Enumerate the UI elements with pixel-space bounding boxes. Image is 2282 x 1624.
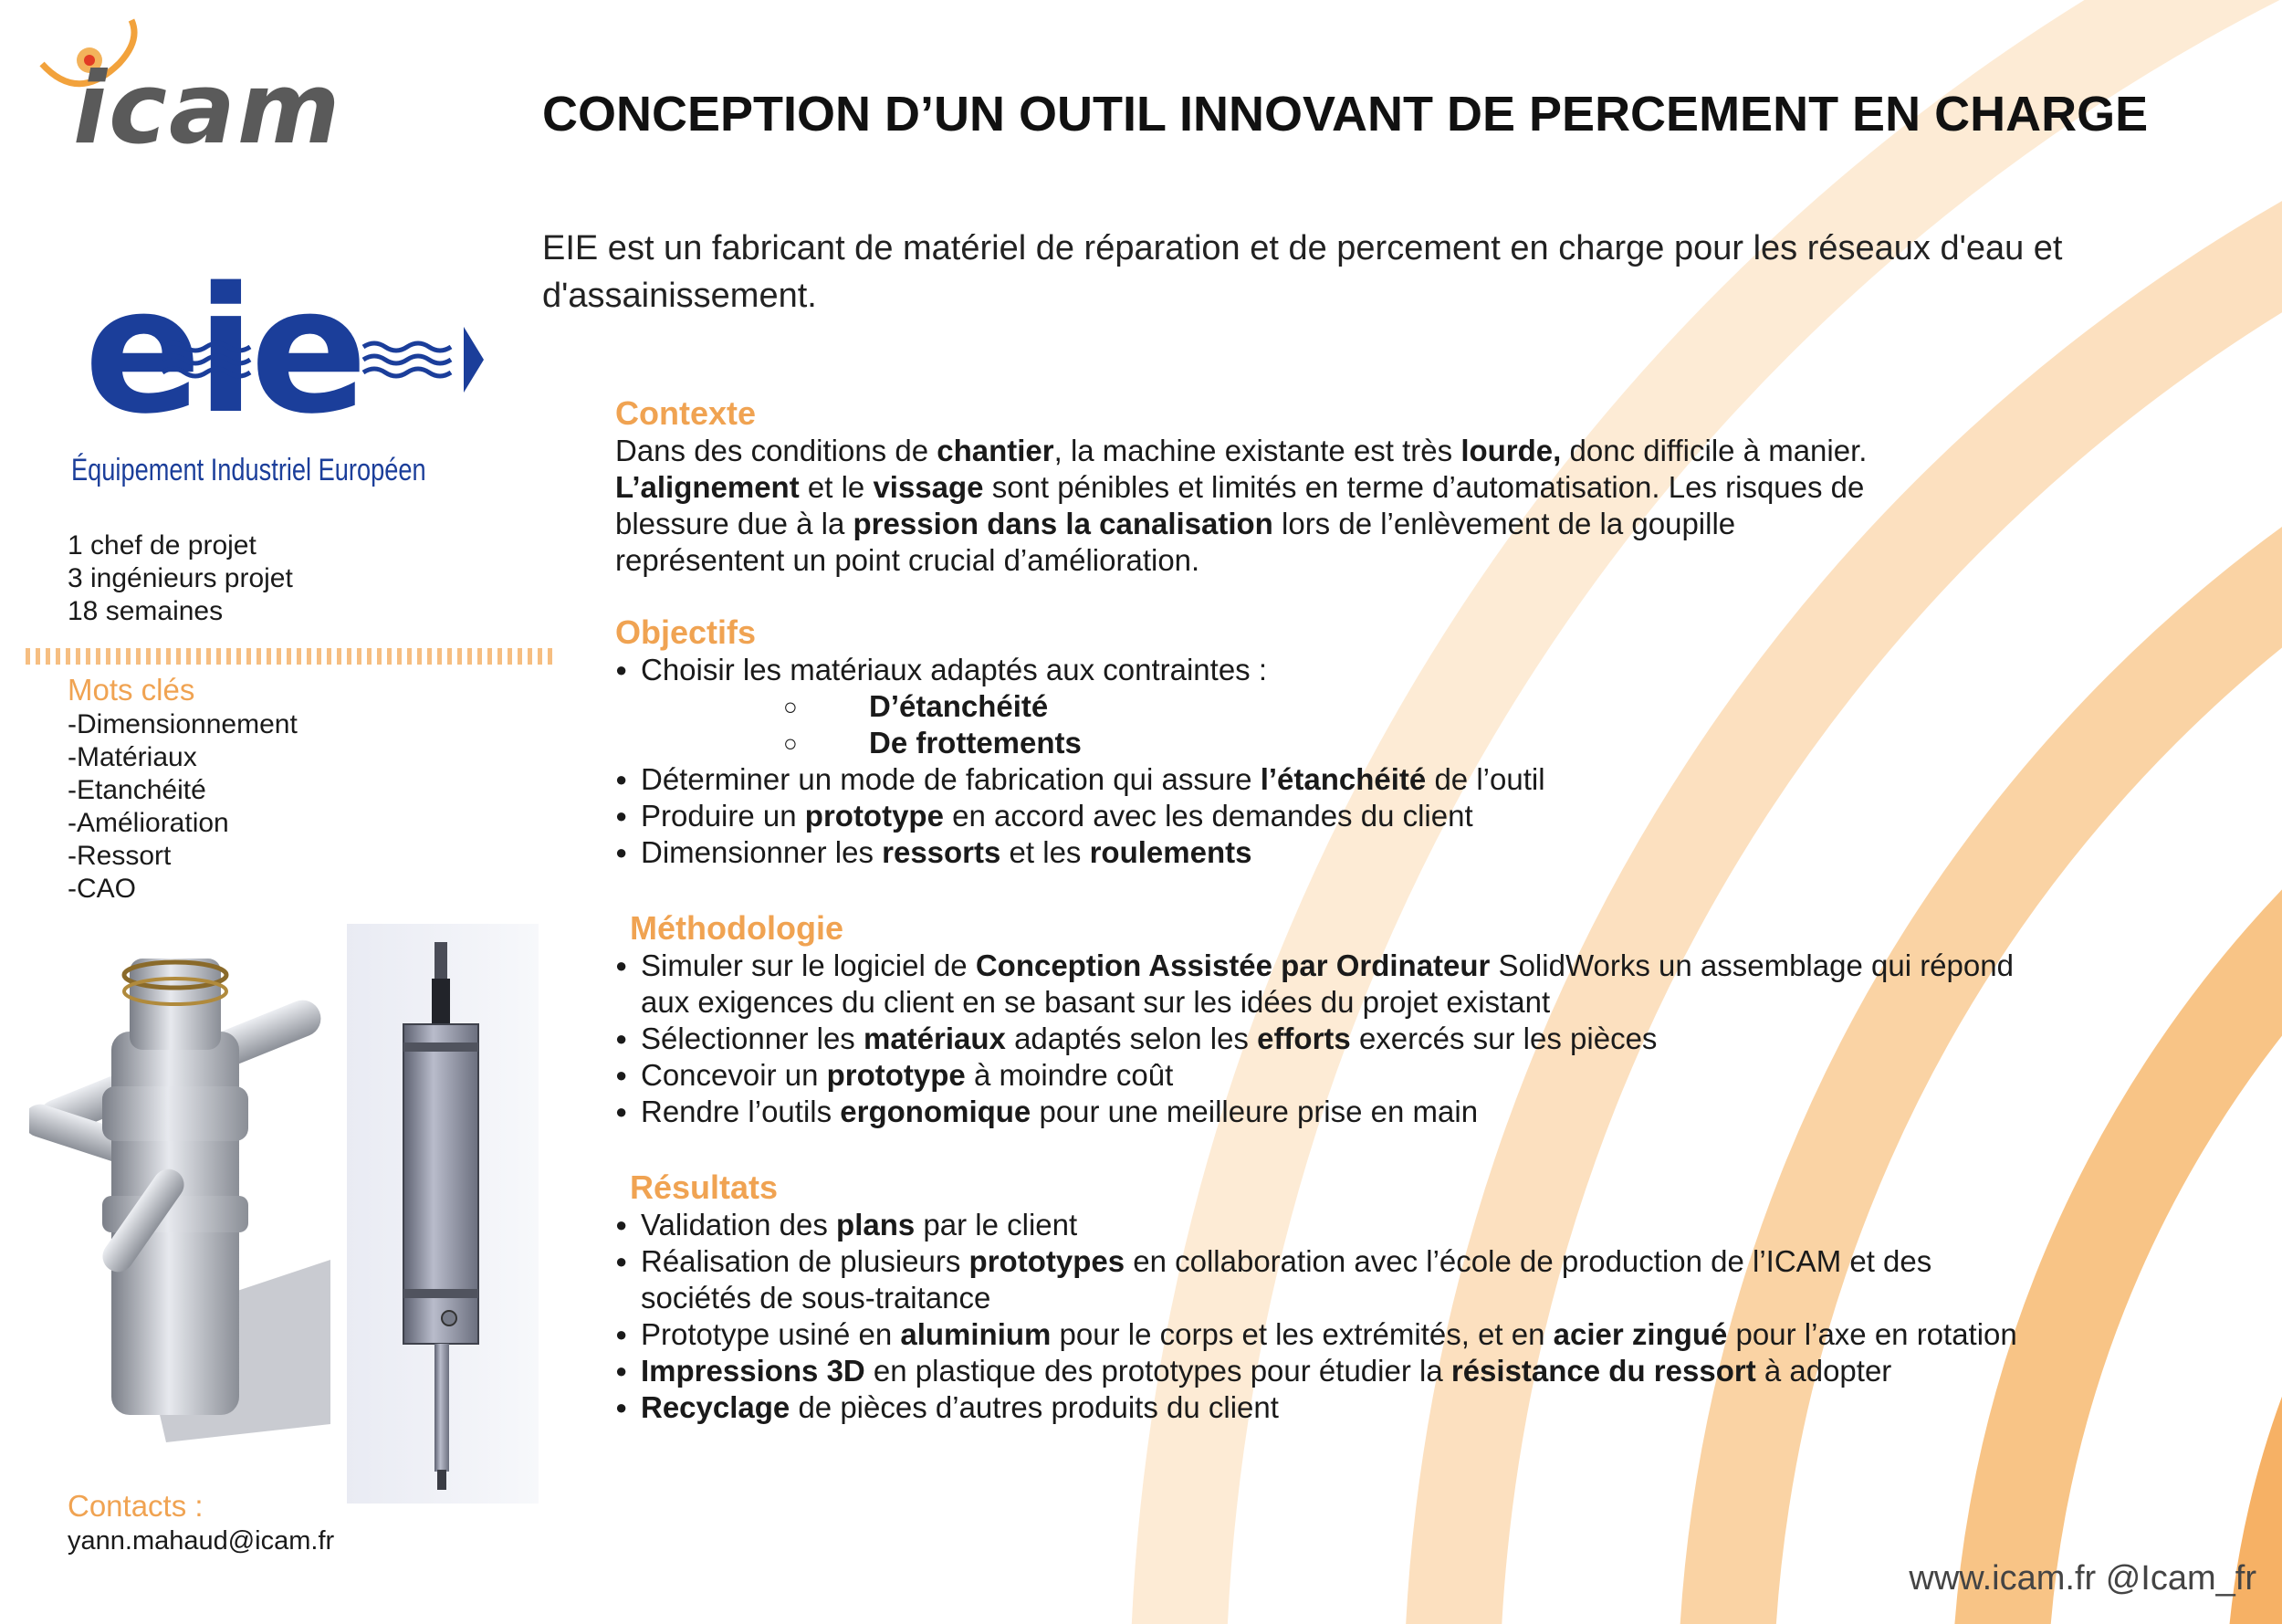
bold-text: Impressions 3D xyxy=(641,1354,865,1388)
eie-logo-text: eie xyxy=(84,250,362,452)
bold-text: ergonomique xyxy=(840,1095,1031,1128)
bold-text: résistance du ressort xyxy=(1450,1354,1756,1388)
text-run: pour le corps et les extrémités, et en xyxy=(1051,1317,1554,1351)
contexte-line xyxy=(615,433,2057,469)
text-run: Rendre l’outils xyxy=(641,1095,841,1128)
list-item xyxy=(615,1021,2039,1057)
cad-assembly-image xyxy=(29,931,330,1442)
text-run: Produire un xyxy=(641,799,805,833)
bold-text: prototype xyxy=(826,1058,966,1092)
resultats-list xyxy=(615,1207,2039,1426)
text-run: Prototype usiné en xyxy=(641,1317,901,1351)
text-run: par le client xyxy=(915,1208,1078,1242)
contexte-line xyxy=(615,542,2057,579)
text-run: en plastique des prototypes pour étudier la xyxy=(864,1354,1451,1388)
objectifs-list xyxy=(615,652,2057,871)
bold-text: vissage xyxy=(873,470,984,504)
keyword-item: -Etanchéité xyxy=(68,775,206,805)
list-item xyxy=(615,798,2057,834)
text-run: de l’outil xyxy=(1426,762,1545,796)
bold-text: ressorts xyxy=(882,835,1001,869)
list-item xyxy=(615,834,2057,871)
eie-logo xyxy=(71,219,500,520)
eie-waves-icon xyxy=(71,250,500,456)
bold-text: plans xyxy=(836,1208,916,1242)
keyword-item: -Ressort xyxy=(68,841,172,871)
icam-logo xyxy=(33,13,342,168)
contacts-title: Contacts : xyxy=(68,1489,204,1523)
section-title: Contexte xyxy=(615,394,757,432)
contact-email: yann.mahaud@icam.fr xyxy=(68,1526,335,1556)
eie-tagline: Équipement Industriel Européen xyxy=(71,453,426,487)
list-item xyxy=(615,1389,2039,1426)
list-item xyxy=(615,1094,2039,1130)
text-run: pour l’axe en rotation xyxy=(1727,1317,2017,1351)
bold-text: acier zingué xyxy=(1553,1317,1728,1351)
text-run: Validation des xyxy=(641,1208,837,1242)
bold-text: L’alignement xyxy=(615,470,800,504)
text-run: blessure due à la xyxy=(615,507,853,540)
team-info xyxy=(68,529,293,628)
text-run: sont pénibles et limités en terme d’automatisation. Les risques de xyxy=(983,470,1865,504)
sub-list-item xyxy=(615,725,2057,761)
text-run: Choisir les matériaux adaptés aux contraintes : xyxy=(641,653,1268,686)
text-run: en collaboration avec l’école de production de l’ICAM et des sociétés de sous-traitance xyxy=(641,1244,1932,1315)
dotted-divider xyxy=(26,648,555,665)
intro-text: EIE est un fabricant de matériel de réparation et de percement en charge pour les réseaux d'eau et d'assainissement. xyxy=(542,229,2063,315)
list-item xyxy=(615,1057,2039,1094)
text-run: Sélectionner les xyxy=(641,1022,864,1055)
text-run: exercés sur les pièces xyxy=(1350,1022,1658,1055)
team-line: 1 chef de projet xyxy=(68,530,256,561)
bold-text: chantier xyxy=(937,434,1054,467)
bold-text: Conception Assistée par Ordinateur xyxy=(975,948,1491,982)
page-title: CONCEPTION D’UN OUTIL INNOVANT DE PERCEMENT EN CHARGE xyxy=(542,87,2149,141)
keyword-item: -CAO xyxy=(68,874,136,904)
text-run: lors de l’enlèvement de la goupille xyxy=(1272,507,1736,540)
keywords-title: Mots clés xyxy=(68,673,195,707)
text-run: Concevoir un xyxy=(641,1058,827,1092)
text-run: et les xyxy=(1000,835,1090,869)
bold-text: efforts xyxy=(1257,1022,1351,1055)
bold-text: aluminium xyxy=(900,1317,1052,1351)
text-run: de pièces d’autres produits du client xyxy=(790,1390,1279,1424)
text-run: représentent un point crucial d’amélioration. xyxy=(615,543,1200,577)
bold-text: lourde, xyxy=(1460,434,1562,467)
keywords-list xyxy=(68,708,298,906)
team-line: 3 ingénieurs projet xyxy=(68,563,293,593)
bold-text: matériaux xyxy=(863,1022,1006,1055)
bold-text: D’étanchéité xyxy=(869,689,1049,723)
text-run: à moindre coût xyxy=(965,1058,1174,1092)
text-run: à adopter xyxy=(1755,1354,1892,1388)
team-line: 18 semaines xyxy=(68,596,224,626)
resultats-section xyxy=(615,1168,2039,1426)
methodologie-section xyxy=(615,909,2039,1130)
text-run: Déterminer un mode de fabrication qui assure xyxy=(641,762,1261,796)
text-run: Dimensionner les xyxy=(641,835,883,869)
methodologie-list xyxy=(615,948,2039,1130)
text-run: Simuler sur le logiciel de xyxy=(641,948,976,982)
text-run: pour une meilleure prise en main xyxy=(1031,1095,1479,1128)
contexte-text xyxy=(615,433,2057,579)
icam-logo-text: icam xyxy=(73,52,342,166)
keyword-item: -Matériaux xyxy=(68,742,197,772)
list-item xyxy=(615,761,2057,798)
bold-text: Recyclage xyxy=(641,1390,790,1424)
list-item xyxy=(615,652,2057,688)
list-item xyxy=(615,1207,2039,1243)
list-item xyxy=(615,1316,2039,1353)
sub-list-item xyxy=(615,688,2057,725)
text-run: SolidWorks un assemblage qui répond aux exigences du client en se basant sur les idées du projet existant xyxy=(641,948,2014,1019)
objectifs-section xyxy=(615,613,2057,871)
text-run: Dans des conditions de xyxy=(615,434,937,467)
bold-text: l’étanchéité xyxy=(1260,762,1427,796)
bold-text: De frottements xyxy=(869,726,1082,760)
section-title: Résultats xyxy=(630,1168,779,1206)
contexte-line xyxy=(615,506,2057,542)
text-run: adaptés selon les xyxy=(1005,1022,1258,1055)
contexte-line xyxy=(615,469,2057,506)
text-run: et le xyxy=(799,470,874,504)
footer-links: www.icam.fr @Icam_fr xyxy=(1909,1559,2256,1598)
text-run: , la machine existante est très xyxy=(1053,434,1461,467)
list-item xyxy=(615,1353,2039,1389)
text-run: Réalisation de plusieurs xyxy=(641,1244,969,1278)
section-title: Méthodologie xyxy=(630,909,843,947)
cad-tool-image xyxy=(347,924,539,1504)
keyword-item: -Amélioration xyxy=(68,808,229,838)
keyword-item: -Dimensionnement xyxy=(68,709,298,739)
bold-text: prototype xyxy=(804,799,944,833)
bold-text: prototypes xyxy=(968,1244,1125,1278)
section-title: Objectifs xyxy=(615,613,757,651)
list-item xyxy=(615,948,2039,1021)
contexte-section xyxy=(615,394,2057,579)
bold-text: roulements xyxy=(1089,835,1252,869)
text-run: en accord avec les demandes du client xyxy=(943,799,1473,833)
text-run: donc difficile à manier. xyxy=(1561,434,1868,467)
list-item xyxy=(615,1243,2039,1316)
bold-text: pression dans la canalisation xyxy=(853,507,1273,540)
